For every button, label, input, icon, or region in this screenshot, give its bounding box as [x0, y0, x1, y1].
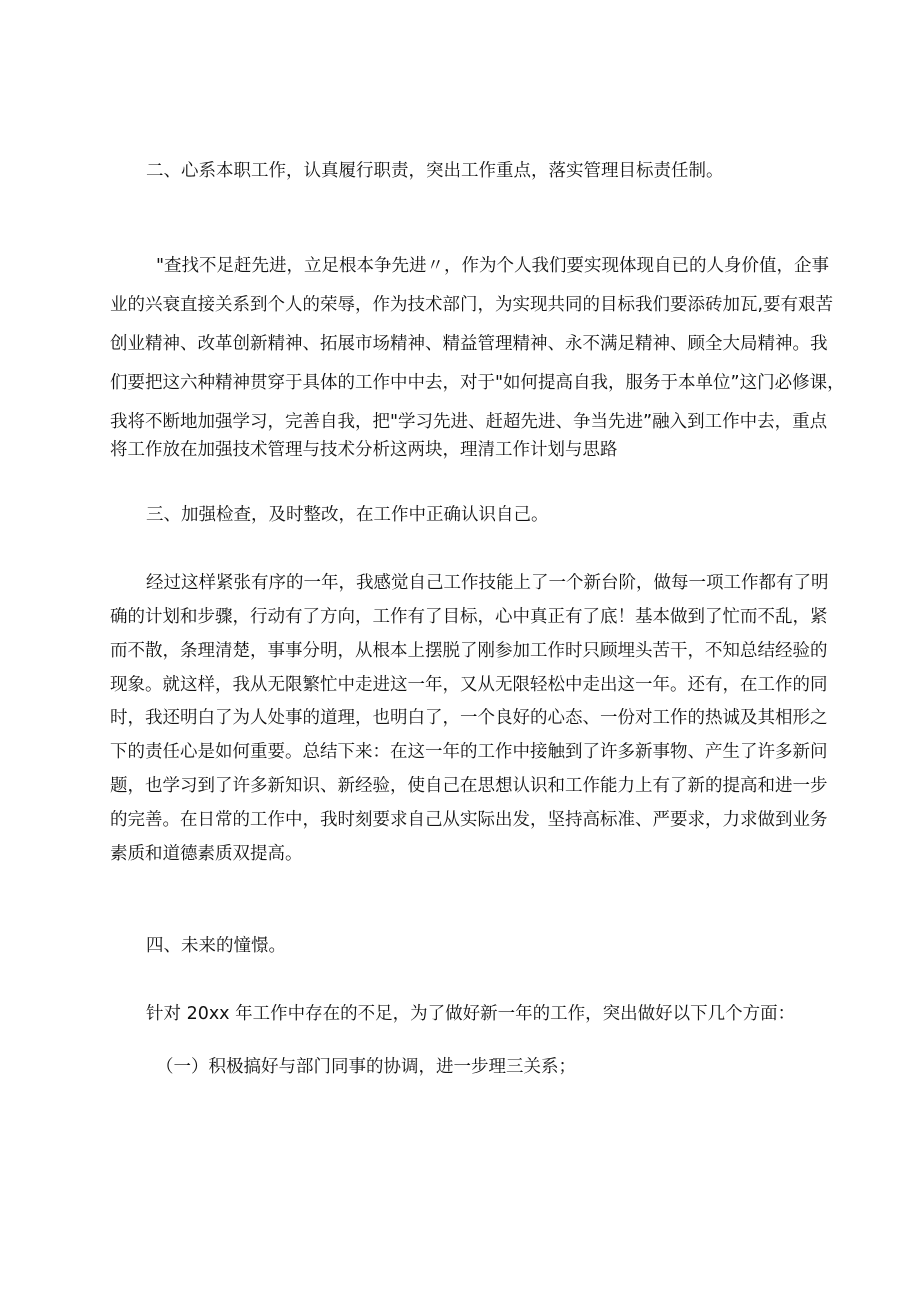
paragraph-2: [110, 573, 829, 893]
paragraph-1-line: 们要把这六种精神贯穿于具体的工作中中去，对于"如何提高自我，服务于本单位”这门必修课，: [110, 373, 845, 393]
paragraph-3: 针对 20xx 年工作中存在的不足，为了做好新一年的工作，突出做好以下几个方面：: [146, 1004, 796, 1024]
section-2-heading: 二、心系本职工作，认真履行职责，突出工作重点，落实管理目标责任制。: [146, 161, 724, 181]
paragraph-1-line: 将工作放在加强技术管理与技术分析这两块，理清工作计划与思路: [110, 440, 618, 460]
paragraph-2-line: 现象。就这样，我从无限繁忙中走进这一年，又从无限轻松中走出这一年。还有，在工作的同: [110, 675, 828, 695]
section-4-heading: 四、未来的憧憬。: [146, 936, 286, 956]
paragraph-1: [110, 256, 845, 466]
paragraph-2-line: 题，也学习到了许多新知识、新经验，使自己在思想认识和工作能力上有了新的提高和进一步: [110, 776, 828, 796]
paragraph-1-line: 我将不断地加强学习，完善自我，把"学习先进、赶超先进、争当先进”融入到工作中去，重点: [110, 412, 828, 432]
paragraph-2-line: 确的计划和步骤，行动有了方向，工作有了目标，心中真正有了底！基本做到了忙而不乱，紧: [110, 607, 828, 627]
paragraph-2-line: 时，我还明白了为人处事的道理，也明白了，一个良好的心态、一份对工作的热诚及其相形之: [110, 708, 828, 728]
paragraph-2-line: 的完善。在日常的工作中，我时刻要求自己从实际出发，坚持高标准、严要求，力求做到业务: [110, 810, 828, 830]
section-3-heading: 三、加强检查，及时整改，在工作中正确认识自己。: [146, 505, 549, 525]
paragraph-2-line: 而不散，条理清楚，事事分明，从根本上摆脱了刚参加工作时只顾埋头苦干，不知总结经验的: [110, 641, 828, 661]
paragraph-2-line: 下的责任心是如何重要。总结下来：在这一年的工作中接触到了许多新事物、产生了许多新问: [110, 742, 828, 762]
paragraph-2-line: 经过这样紧张有序的一年，我感觉自己工作技能上了一个新台阶，做每一项工作都有了明: [146, 573, 829, 593]
paragraph-1-line: 业的兴衰直接关系到个人的荣辱，作为技术部门，为实现共同的目标我们要添砖加瓦,要有艰苦: [110, 295, 834, 315]
paragraph-2-line: 素质和道德素质双提高。: [110, 844, 303, 864]
list-item-1: （一）积极搞好与部门同事的协调，进一步理三关系；: [156, 1057, 576, 1077]
paragraph-1-line: 创业精神、改革创新精神、拓展市场精神、精益管理精神、永不满足精神、顾全大局精神。我: [110, 334, 828, 354]
paragraph-1-line: "查找不足赶先进，立足根本争先进〃，作为个人我们要实现体现自已的人身价值，企事: [156, 256, 830, 276]
